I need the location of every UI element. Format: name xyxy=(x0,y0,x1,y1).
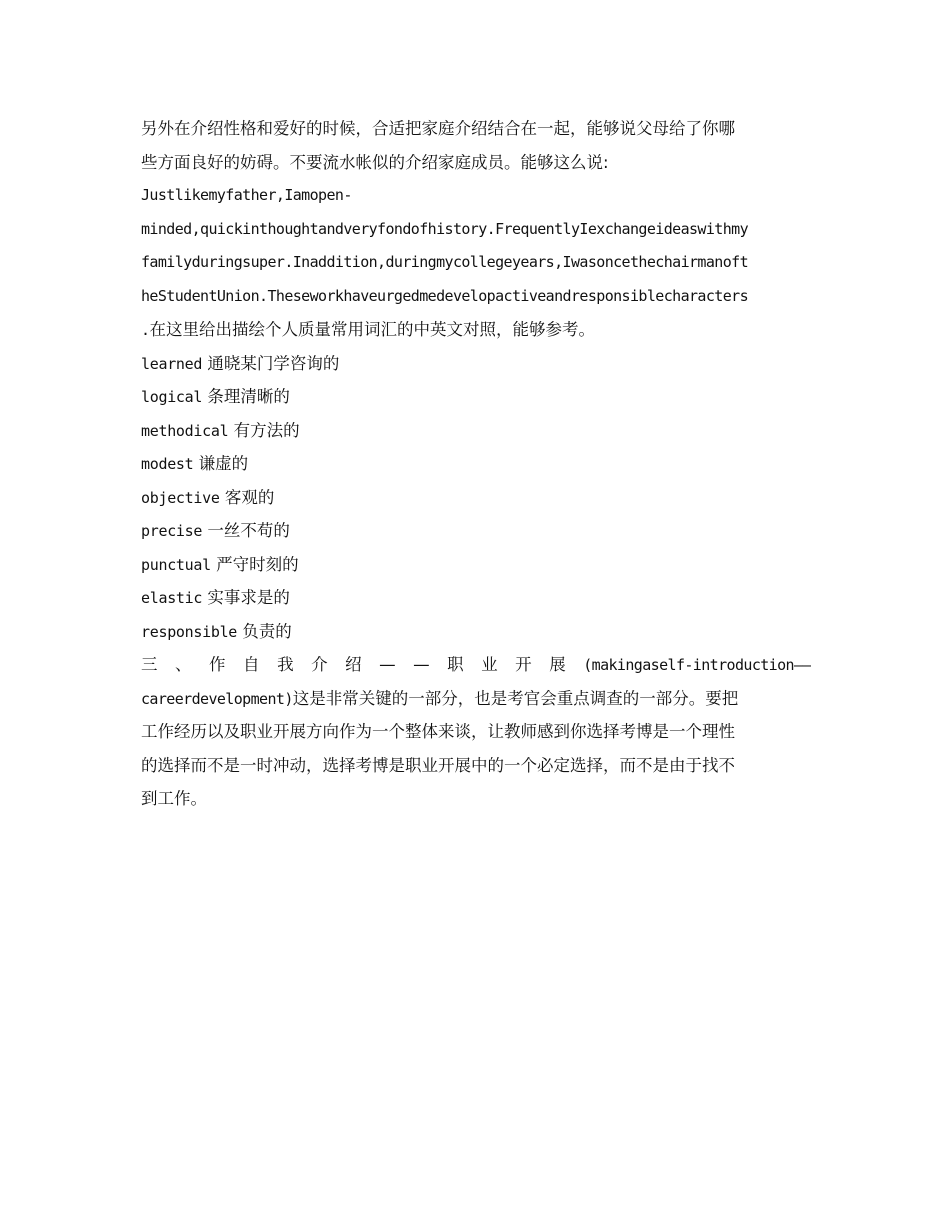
section-3-line-2-cn: 这是非常关键的一部分，也是考官会重点调查的一部分。要把 xyxy=(292,688,739,708)
heading-char: 开 xyxy=(515,655,532,674)
document-page xyxy=(141,112,811,816)
heading-char: 介 xyxy=(311,655,328,674)
section-3-line-3: 工作经历以及职业开展方向作为一个整体来谈，让教师感到你选择考博是一个理性 xyxy=(141,722,735,741)
english-line-3: familyduringsuper.Inaddition,duringmycollegeyears,Iwasoncethechairmanoft xyxy=(141,253,749,271)
vocab-item xyxy=(141,514,811,548)
vocab-term-cn: 严守时刻的 xyxy=(216,554,299,574)
heading-char: 、 xyxy=(175,655,192,674)
vocab-term-en: punctual xyxy=(141,555,211,574)
vocab-item xyxy=(141,481,811,515)
english-line-4: heStudentUnion.Theseworkhaveurgedmedevelopactiveandresponsiblecharacters xyxy=(141,286,749,305)
section-3-line-5: 到工作。 xyxy=(141,789,207,808)
vocab-item xyxy=(141,414,811,448)
vocab-item xyxy=(141,615,811,649)
vocab-term-en: methodical xyxy=(141,421,229,440)
vocab-term-en: responsible xyxy=(141,622,238,641)
english-line-5-en: . xyxy=(141,321,150,339)
vocab-item xyxy=(141,347,811,381)
vocab-term-cn: 谦虚的 xyxy=(198,454,249,473)
heading-char: 作 xyxy=(209,655,226,674)
vocab-term-cn: 负责的 xyxy=(242,621,292,641)
section-3-heading-en: (makingaself-introduction—— xyxy=(583,656,811,674)
english-line-2: minded,quickinthoughtandveryfondofhistory.FrequentlyIexchangeideaswithmy xyxy=(141,219,749,238)
section-3-line-2-en: careerdevelopment) xyxy=(141,689,293,708)
vocab-term-cn: 一丝不苟的 xyxy=(207,521,290,540)
vocab-term-en: logical xyxy=(141,388,203,406)
vocab-term-en: modest xyxy=(141,455,194,473)
vocab-term-en: elastic xyxy=(141,589,203,607)
english-line-5-cn: 在这里给出描绘个人质量常用词汇的中英文对照，能够参考。 xyxy=(149,320,595,339)
vocab-term-cn: 通晓某门学咨询的 xyxy=(207,353,340,373)
section-3-heading xyxy=(141,648,811,682)
vocab-term-cn: 实事求是的 xyxy=(207,588,290,607)
vocab-item xyxy=(141,548,811,582)
heading-char: 职 xyxy=(447,655,464,674)
vocab-term-cn: 有方法的 xyxy=(233,420,300,440)
vocab-item xyxy=(141,581,811,615)
vocab-term-cn: 条理清晰的 xyxy=(207,387,290,406)
vocab-term-en: objective xyxy=(141,488,220,507)
vocab-item xyxy=(141,447,811,481)
english-line-5 xyxy=(141,313,811,347)
heading-char: 业 xyxy=(481,655,498,674)
section-3-line-2 xyxy=(141,682,811,716)
paragraph-1-line-2: 些方面良好的妨碍。不要流水帐似的介绍家庭成员。能够这么说: xyxy=(141,152,609,172)
section-3-line-4: 的选择而不是一时冲动，选择考博是职业开展中的一个必定选择，而不是由于找不 xyxy=(141,755,735,775)
heading-char: — xyxy=(413,655,430,674)
heading-char: 我 xyxy=(277,655,294,674)
heading-char: 三 xyxy=(141,655,158,674)
paragraph-1-line-1: 另外在介绍性格和爱好的时候，合适把家庭介绍结合在一起，能够说父母给了你哪 xyxy=(141,119,735,138)
heading-char: 自 xyxy=(243,655,260,674)
vocabulary-list xyxy=(141,347,811,649)
english-line-1: Justlikemyfather,Iamopen- xyxy=(141,186,352,204)
vocab-term-cn: 客观的 xyxy=(224,487,275,507)
heading-char: 绍 xyxy=(345,655,362,674)
heading-char: 展 xyxy=(549,655,566,674)
vocab-term-en: learned xyxy=(141,354,203,373)
heading-char: — xyxy=(379,655,396,674)
vocab-term-en: precise xyxy=(141,522,203,540)
vocab-item xyxy=(141,380,811,414)
